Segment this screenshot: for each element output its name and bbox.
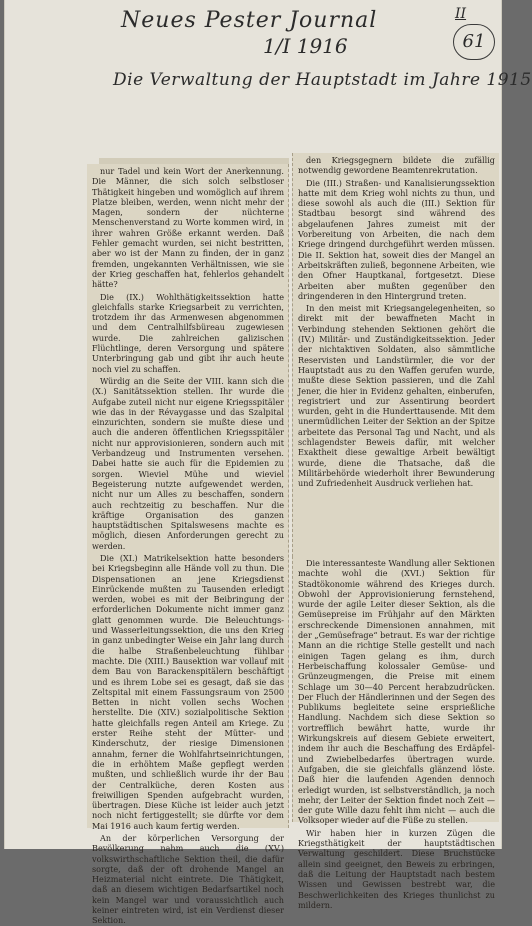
paragraph: Die (III.) Straßen- und Kanalisierungssektion hatte mit dem Krieg wohl nichts zu thun, und diese sowohl als auch die (III.) Sektion für Stadtbau besorgt sind während des abgelaufenen Jahres zumeist mit der Vorbereitung von Arbeiten, die nach dem Kriege dringend durchgeführt werden müssen. Die II. Sektion hat, soweit dies der Mangel an Arbeitskräften zuließ, begonnene Arbeiten, wie den Ofner Hauptkanal, fortgesetzt. Diese Arbeiten aber mußten gegenüber den dringenderen in den Hintergrund treten. <box>298 177 495 301</box>
handwritten-volume-numeral: II <box>455 6 467 22</box>
paragraph: In den meist mit Kriegsangelegenheiten, so direkt mit der bewaffneten Macht in Verbindung stehenden Sektionen gehört die (IV.) Militär- und Zuständigkeitssektion. Jeder der nichtaktiven Soldaten, also sämmtliche Reservisten und Landstürmler, die vor der Hauptstadt aus zu den Waffen gerufen wurde, mußte diese Sektion passieren, und die Zahl Jener, die hier in Evidenz gehalten, einberufen, registriert und zur Assentirung beordert wurden, geht in die Hunderttausende. Mit dem unermüdlichen Leiter der Sektion an der Spitze arbeitete das Personal Tag und Nacht, und als schlagendster Beweis dafür, mit welcher Exaktheit diese gewaltige Arbeit bewältigt wurde, diene die Thatsache, daß die Militärbehörde wiederholt ihrer Bewunderung und Zufriedenheit Ausdruck verliehen hat. <box>298 303 495 489</box>
paragraph: Die interessanteste Wandlung aller Sektionen machte wohl die (XVI.) Sektion für Stadtökonomie während des Krieges durch. Obwohl der Approvisionierung fernstehend, wurde der agile Leiter dieser Sektion, als die Gemüsepreise im Frühjahr auf den Märkten erschreckende Dimensionen annahmen, mit der „Gemüsefrage“ betraut. Es war der richtige Mann an die richtige Stelle gestellt und nach einigen Tagen gelang es ihm, durch Herbeischaffung kolossaler Gemüse- und Grünzeugmengen, die Preise mit einem Schlage um 30—40 Percent herabzudrücken. Der Fluch der Händlerinnen und der Segen des Publikums begleitete seine ersprießliche Handlung. Nachdem sich diese Sektion so vortrefflich bewährt hatte, wurde ihr Wirkungskreis auf diesem Gebiete erweitert, indem ihr auch die Beschaffung des Erdäpfel- und Zwiebelbedarfes übertragen wurde. Aufgaben, die sie gleichfalls glänzend löste. Daß hier die laufenden Agenden dennoch erledigt wurden, ist selbstverständlich, ja noch mehr, der Leiter der Sektion findet noch Zeit — der gute Wille dazu fehlt ihm nicht — auch die Volksoper wieder auf die Füße zu stellen. <box>298 558 495 826</box>
clipping-right-column-bottom <box>292 556 499 910</box>
clipping-left-column <box>87 164 289 926</box>
paragraph: nur Tadel und kein Wort der Anerkennung. Die Männer, die sich solch selbstloser Thätigkeit hingeben und womöglich auf ihrem Platze bleiben, werden, wenn nicht mehr der Magen, sondern der nüchterne Menschenverstand zu Worte kommen wird, in ihrer wahren Größe erkannt werden. Daß Fehler gemacht wurden, sei nicht bestritten, aber wo ist der Mann zu finden, der in ganz fremden, ungekannten Verhältnissen, wie sie der Krieg geschaffen hat, fehlerlos gehandelt hätte? <box>92 166 284 290</box>
handwritten-date: 1/I 1916 <box>263 34 348 58</box>
paragraph: Wir haben hier in kurzen Zügen die Kriegsthätigkeit der hauptstädtischen Verwaltung geschildert. Diese Bruchstücke allein sind geeignet, den Beweis zu erbringen, daß die Leitung der Hauptstadt nach bestem Wissen und Gewissen bestrebt war, die Beschwerlichkeiten des Krieges thunlichst zu mildern. <box>298 827 495 910</box>
paragraph: Die (XI.) Matrikelsektion hatte besonders bei Kriegsbeginn alle Hände voll zu thun. Die Dispensationen an jene Kriegsdienst Einrückende mußten zu Tausenden erledigt werden, wobei es mit der Beibringung der erforderlichen Dokumente nicht immer ganz glatt genommen wurde. Die Beleuchtungs- und Wasserleitungssektion, die uns den Krieg in ganz unbedingter Weise ein Jahr lang durch die halbe Straßenbeleuchtung fühlbar machte. Die (XIII.) Bausektion war vollauf mit dem Bau von Barackenspitälern beschäftigt und es ihrem Lobe sei es gesagt, daß sie das Zeltspital mit einem Fassungsraum von 2500 Betten in nicht vollen sechs Wochen herstellte. Die (XIV.) sozialpolitische Sektion hatte gleichfalls regen Anteil am Kriege. Zu erster Reihe steht der Mütter- und Kinderschutz, der riesige Dimensionen annahm, ferner die Wohlfahrtseinrichtungen, die in erhöhtem Maße gepflegt werden mußten, und schließlich wurde ihr der Bau der Centralküche, deren Kosten aus freiwilligen Spenden aufgebracht wurden, übertragen. Diese Küche ist leider auch jetzt noch nicht fertiggestellt; sie dürfte vor dem Mai 1916 auch kaum fertig werden. <box>92 552 284 831</box>
handwritten-newspaper-title: Neues Pester Journal <box>121 8 378 33</box>
handwritten-article-title: Die Verwaltung der Hauptstadt im Jahre 1915 <box>113 70 532 90</box>
clipping-right-column-top <box>292 153 499 557</box>
paragraph: den Kriegsgegnern bildete die zufällig notwendig gewordene Beamtenrekrutation. <box>298 155 495 176</box>
archive-sheet <box>4 0 532 926</box>
paragraph: Die (IX.) Wohlthätigkeitssektion hatte gleichfalls starke Kriegsarbeit zu verrichten, trotzdem ihr das Armenwesen abgenommen und dem Centralhilfsbüreau zugewiesen wurde. Die zahlreichen galizischen Flüchtlinge, deren Versorgung und spätere Unterbringung gab und gibt ihr auch heute noch viel zu schaffen. <box>92 291 284 374</box>
circled-page-number: 61 <box>453 24 495 60</box>
paragraph: An der körperlichen Versorgung der Bevölkerung nahm auch die (XV.) volkswirthschaftliche Sektion theil, die dafür sorgte, daß der oft drohende Mangel an Heizmaterial nicht eintrete. Die Thätigkeit, daß an diesem wichtigen Bedarfsartikel noch kein Mangel war und voraussichtlich auch keiner eintreten wird, ist ein Verdienst dieser Sektion. <box>92 833 284 926</box>
paragraph: Würdig an die Seite der VIII. kann sich die (X.) Sanitätssektion stellen. Ihr wurde die Aufgabe zuteil nicht nur eigene Kriegsspitäler wie das in der Révaygasse und das Szalpital einzurichten, sondern sie mußte diese und auch die anderen öffentlichen Kriegsspitäler nicht nur approvisionieren, sondern auch mit Verbandzeug und Instrumenten versehen. Dabei hatte sie auch für die Epidemien zu sorgen. Wieviel Mühe und wieviel Begeisterung nutzte aufgewendet werden, nicht nur um Alles zu beschaffen, sondern auch rechtzeitig zu beschaffen. Nur die kräftige Organisation des ganzen hauptstädtischen Spitalswesens machte es möglich, diesen Anforderungen gerecht zu werden. <box>92 375 284 551</box>
